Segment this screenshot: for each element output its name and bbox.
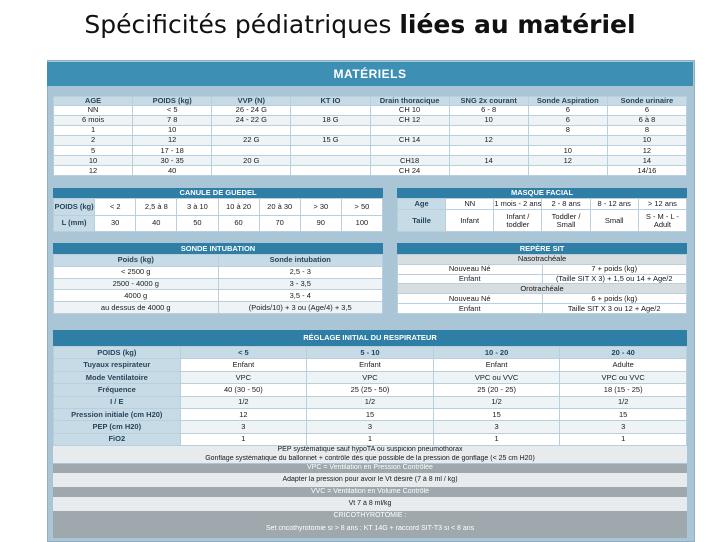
repere-sub-nasal: Nasotrachéale (398, 255, 687, 265)
materiels-cell: CH 24 (370, 165, 449, 175)
guedel-row-label: L (mm) (54, 215, 95, 232)
repere-row (398, 274, 687, 284)
respirateur-cell: 1/2 (180, 396, 307, 408)
materiels-row (54, 115, 687, 125)
masque-cell: 2 - 8 ans (542, 199, 590, 210)
materiels-cell: 17 - 18 (133, 145, 212, 155)
materiels-cell: 30 - 35 (133, 155, 212, 165)
materiels-cell: 6 mois (54, 115, 133, 125)
respirateur-cell: Enfant (307, 359, 434, 371)
respirateur-cell: 3 (307, 421, 434, 433)
materiels-col-header: POIDS (kg) (133, 97, 212, 106)
materiels-cell (528, 165, 607, 175)
guedel-cell: 20 à 30 (259, 199, 300, 216)
respirateur-col-header: 10 - 20 (433, 347, 560, 359)
guedel-cell: 30 (95, 215, 136, 232)
guedel-cell: > 30 (300, 199, 341, 216)
respirateur-cell: Enfant (180, 359, 307, 371)
materiels-cell: 22 G (212, 135, 291, 145)
respirateur-row (54, 396, 687, 408)
materiels-cell: 6 (607, 105, 686, 115)
respirateur-cell: Enfant (433, 359, 560, 371)
repere-cell: 6 + poids (kg) (542, 294, 687, 304)
materiels-cell: 6 (528, 105, 607, 115)
guedel-cell: 70 (259, 215, 300, 232)
materiels-col-header: KT IO (291, 97, 370, 106)
masque-table (397, 198, 687, 232)
respirateur-cell: VPC ou VVC (433, 371, 560, 383)
materiels-col-header: Sonde urinaire (607, 97, 686, 106)
repere-panel (397, 254, 687, 314)
materiels-cell: NN (54, 105, 133, 115)
respirateur-cell: 1/2 (560, 396, 687, 408)
materiels-cell (449, 125, 528, 135)
repere-heading: REPÈRE SIT (397, 243, 687, 254)
respirateur-cell: 3 (560, 421, 687, 433)
masque-cell: Toddler / Small (542, 210, 590, 232)
guedel-heading: CANULE DE GUEDEL (53, 188, 383, 198)
guedel-cell: 100 (341, 215, 382, 232)
respirateur-heading: RÉGLAGE INITIAL DU RESPIRATEUR (53, 330, 687, 346)
respirateur-row (54, 408, 687, 420)
note-crico-set: Set cricothyrotomie si > 8 ans : KT 14G + raccord SIT-T3 si < 8 ans (265, 525, 475, 532)
materiels-row (54, 125, 687, 135)
note-vt: Vt 7 à 8 ml/kg (348, 500, 392, 507)
sonde-cell: 4000 g (54, 290, 219, 302)
materiels-table-panel (53, 96, 687, 176)
respirateur-table (53, 346, 687, 446)
materiels-cell (291, 165, 370, 175)
sonde-cell: au dessus de 4000 g (54, 302, 219, 314)
respirateur-col-header: 5 - 10 (307, 347, 434, 359)
respirateur-cell: 12 (180, 408, 307, 420)
materiels-cell: < 5 (133, 105, 212, 115)
materiels-cell (291, 155, 370, 165)
materiels-col-header: Drain thoracique (370, 97, 449, 106)
sonde-cell: 3,5 - 4 (218, 290, 383, 302)
sonde-panel (53, 254, 383, 314)
guedel-cell: 50 (177, 215, 218, 232)
sonde-cell: < 2500 g (54, 266, 219, 278)
materiels-row (54, 145, 687, 155)
respirateur-col-header: POIDS (kg) (54, 347, 181, 359)
materiels-cell: 12 (133, 135, 212, 145)
materiels-cell: 20 G (212, 155, 291, 165)
sonde-heading: SONDE INTUBATION (53, 243, 383, 254)
respirateur-cell: 15 (433, 408, 560, 420)
materiels-cell: CH18 (370, 155, 449, 165)
materiels-cell: 40 (133, 165, 212, 175)
materiels-cell: 8 (607, 125, 686, 135)
sonde-cell: 3 - 3,5 (218, 278, 383, 290)
materiels-heading: MATÉRIELS (47, 62, 693, 86)
materiels-row (54, 135, 687, 145)
repere-sub-oral: Orotrachéale (398, 284, 687, 294)
materiels-cell: 5 (54, 145, 133, 155)
materiels-cell (449, 145, 528, 155)
respirateur-cell: 15 (307, 408, 434, 420)
materiels-cell: 8 (528, 125, 607, 135)
materiels-cell: 6 (528, 115, 607, 125)
materiels-cell: 10 (607, 135, 686, 145)
sonde-cell: 2,5 - 3 (218, 266, 383, 278)
respirateur-cell: 3 (433, 421, 560, 433)
materiels-cell (212, 165, 291, 175)
note-ballonnet: Gonflage systématique du ballonnet + contrôle dès que possible de la pression de gonflage (< 25 cm H20) (205, 455, 535, 462)
note-adapter: Adapter la pression pour avoir le Vt désiré (7 à 8 ml / kg) (282, 476, 458, 483)
masque-cell: Infant (446, 210, 494, 232)
guedel-cell: 40 (136, 215, 177, 232)
materiels-cell (291, 145, 370, 155)
materiels-cell (528, 135, 607, 145)
page-title (0, 10, 720, 39)
guedel-cell: 10 à 20 (218, 199, 259, 216)
guedel-cell: < 2 (95, 199, 136, 216)
repere-cell: Nouveau Né (398, 264, 543, 274)
respirateur-cell: 1/2 (433, 396, 560, 408)
materiels-cell: CH 14 (370, 135, 449, 145)
materiels-cell: 10 (54, 155, 133, 165)
masque-heading: MASQUE FACIAL (397, 188, 687, 198)
respirateur-cell: Fréquence (54, 384, 181, 396)
respirateur-cell: 1/2 (307, 396, 434, 408)
respirateur-row (54, 384, 687, 396)
materiels-cell: 14 (607, 155, 686, 165)
materiels-cell: 12 (607, 145, 686, 155)
materiels-cell: 10 (449, 115, 528, 125)
guedel-cell: 3 à 10 (177, 199, 218, 216)
respirateur-cell: VPC ou VVC (560, 371, 687, 383)
materiels-table (53, 96, 687, 176)
materiels-cell: 2 (54, 135, 133, 145)
guedel-panel (53, 198, 383, 232)
respirateur-row (54, 421, 687, 433)
materiels-cell: 14/16 (607, 165, 686, 175)
guedel-row-label: POIDS (kg) (54, 199, 95, 216)
note-pep: PEP systématique sauf hypoTA ou suspicion pneumothorax (277, 446, 463, 453)
guedel-cell: 2,5 à 8 (136, 199, 177, 216)
masque-cell: NN (446, 199, 494, 210)
sonde-cell: (Poids/10) + 3 ou (Age/4) + 3,5 (218, 302, 383, 314)
repere-cell: Taille SIT X 3 ou 12 + Age/2 (542, 304, 687, 314)
materiels-cell (291, 125, 370, 135)
note-vpc: VPC = Ventilation en Pression Contrôlée (307, 464, 433, 471)
materiels-row (54, 155, 687, 165)
respirateur-cell: 25 (25 - 50) (307, 384, 434, 396)
respirateur-cell: VPC (180, 371, 307, 383)
repere-row (398, 264, 687, 274)
materiels-cell: 12 (528, 155, 607, 165)
respirateur-cell: 3 (180, 421, 307, 433)
materiels-cell: CH 10 (370, 105, 449, 115)
materiels-cell (370, 125, 449, 135)
materiels-col-header: SNG 2x courant (449, 97, 528, 106)
respirateur-cell: 15 (560, 408, 687, 420)
materiels-cell: 24 - 22 G (212, 115, 291, 125)
repere-cell: Enfant (398, 274, 543, 284)
materiels-cell: 10 (528, 145, 607, 155)
materiels-cell: 12 (54, 165, 133, 175)
respirateur-cell: 1 (560, 433, 687, 445)
respirateur-row (54, 371, 687, 383)
materiels-cell: 12 (449, 135, 528, 145)
masque-row-label: Age (398, 199, 446, 210)
materiels-cell (370, 145, 449, 155)
materiels-cell: 1 (54, 125, 133, 135)
masque-cell: 1 mois - 2 ans (494, 199, 542, 209)
respirateur-cell: Mode Ventilatoire (54, 371, 181, 383)
note-vvc: VVC = Ventilation en Volume Contrôlé (310, 488, 430, 495)
masque-cell: 8 - 12 ans (590, 199, 638, 210)
masque-cell: S - M - L - Adult (638, 210, 686, 232)
materiels-cell (291, 105, 370, 115)
sonde-row (54, 302, 383, 314)
respirateur-cell: 40 (30 - 50) (180, 384, 307, 396)
respirateur-col-header: < 5 (180, 347, 307, 359)
masque-cell: > 12 ans (638, 199, 686, 210)
materiels-cell: 6 - 8 (449, 105, 528, 115)
repere-row (398, 304, 687, 314)
sonde-row (54, 290, 383, 302)
masque-panel (397, 198, 687, 232)
sonde-cell: 2500 - 4000 g (54, 278, 219, 290)
repere-cell: Nouveau Né (398, 294, 543, 304)
sonde-col-header: Sonde intubation (218, 255, 383, 267)
materiels-cell: 7 8 (133, 115, 212, 125)
repere-row (398, 294, 687, 304)
sonde-col-header: Poids (kg) (54, 255, 219, 267)
respirateur-row (54, 359, 687, 371)
note-crico-title: CRICOTHYROTOMIE : (333, 512, 407, 519)
respirateur-panel (53, 346, 687, 446)
repere-cell: (Taille SIT X 3) + 1,5 ou 14 + Age/2 (542, 274, 687, 284)
respirateur-cell: 18 (15 - 25) (560, 384, 687, 396)
guedel-cell: 60 (218, 215, 259, 232)
respirateur-cell: I / E (54, 396, 181, 408)
respirateur-cell: Pression initiale (cm H20) (54, 408, 181, 420)
guedel-table (53, 198, 383, 232)
respirateur-col-header: 20 - 40 (560, 347, 687, 359)
materiels-cell (449, 165, 528, 175)
page-title-bold: liées au matériel (399, 10, 636, 39)
respirateur-cell: PEP (cm H20) (54, 421, 181, 433)
materiels-row (54, 105, 687, 115)
materiels-cell: 14 (449, 155, 528, 165)
materiels-col-header: VVP (N) (212, 97, 291, 106)
materiels-col-header: AGE (54, 97, 133, 106)
masque-row-label: Taille (398, 210, 446, 232)
materiels-col-header: Sonde Aspiration (528, 97, 607, 106)
respirateur-cell: Tuyaux respirateur (54, 359, 181, 371)
materiels-cell (212, 125, 291, 135)
guedel-cell: 90 (300, 215, 341, 232)
repere-table (397, 254, 687, 314)
page-title-normal: Spécificités pédiatriques (84, 10, 400, 39)
materiels-cell: 15 G (291, 135, 370, 145)
sonde-table (53, 254, 383, 314)
materiels-row (54, 165, 687, 175)
sonde-row (54, 266, 383, 278)
materiels-cell (212, 145, 291, 155)
masque-cell: Small (590, 210, 638, 232)
materiels-cell: 6 à 8 (607, 115, 686, 125)
respirateur-cell: VPC (307, 371, 434, 383)
repere-cell: Enfant (398, 304, 543, 314)
repere-cell: 7 + poids (kg) (542, 264, 687, 274)
materiels-cell: 10 (133, 125, 212, 135)
guedel-cell: > 50 (341, 199, 382, 216)
materiels-cell: 26 - 24 G (212, 105, 291, 115)
materiels-cell: CH 12 (370, 115, 449, 125)
respirateur-cell: 1 (307, 433, 434, 445)
masque-cell: Infant / toddler (494, 210, 542, 232)
sonde-row (54, 278, 383, 290)
respirateur-cell: Adulte (560, 359, 687, 371)
respirateur-row (54, 433, 687, 445)
respirateur-cell: 1 (433, 433, 560, 445)
materiels-cell: 18 G (291, 115, 370, 125)
respirateur-cell: FiO2 (54, 433, 181, 445)
respirateur-cell: 1 (180, 433, 307, 445)
respirateur-cell: 25 (20 - 25) (433, 384, 560, 396)
